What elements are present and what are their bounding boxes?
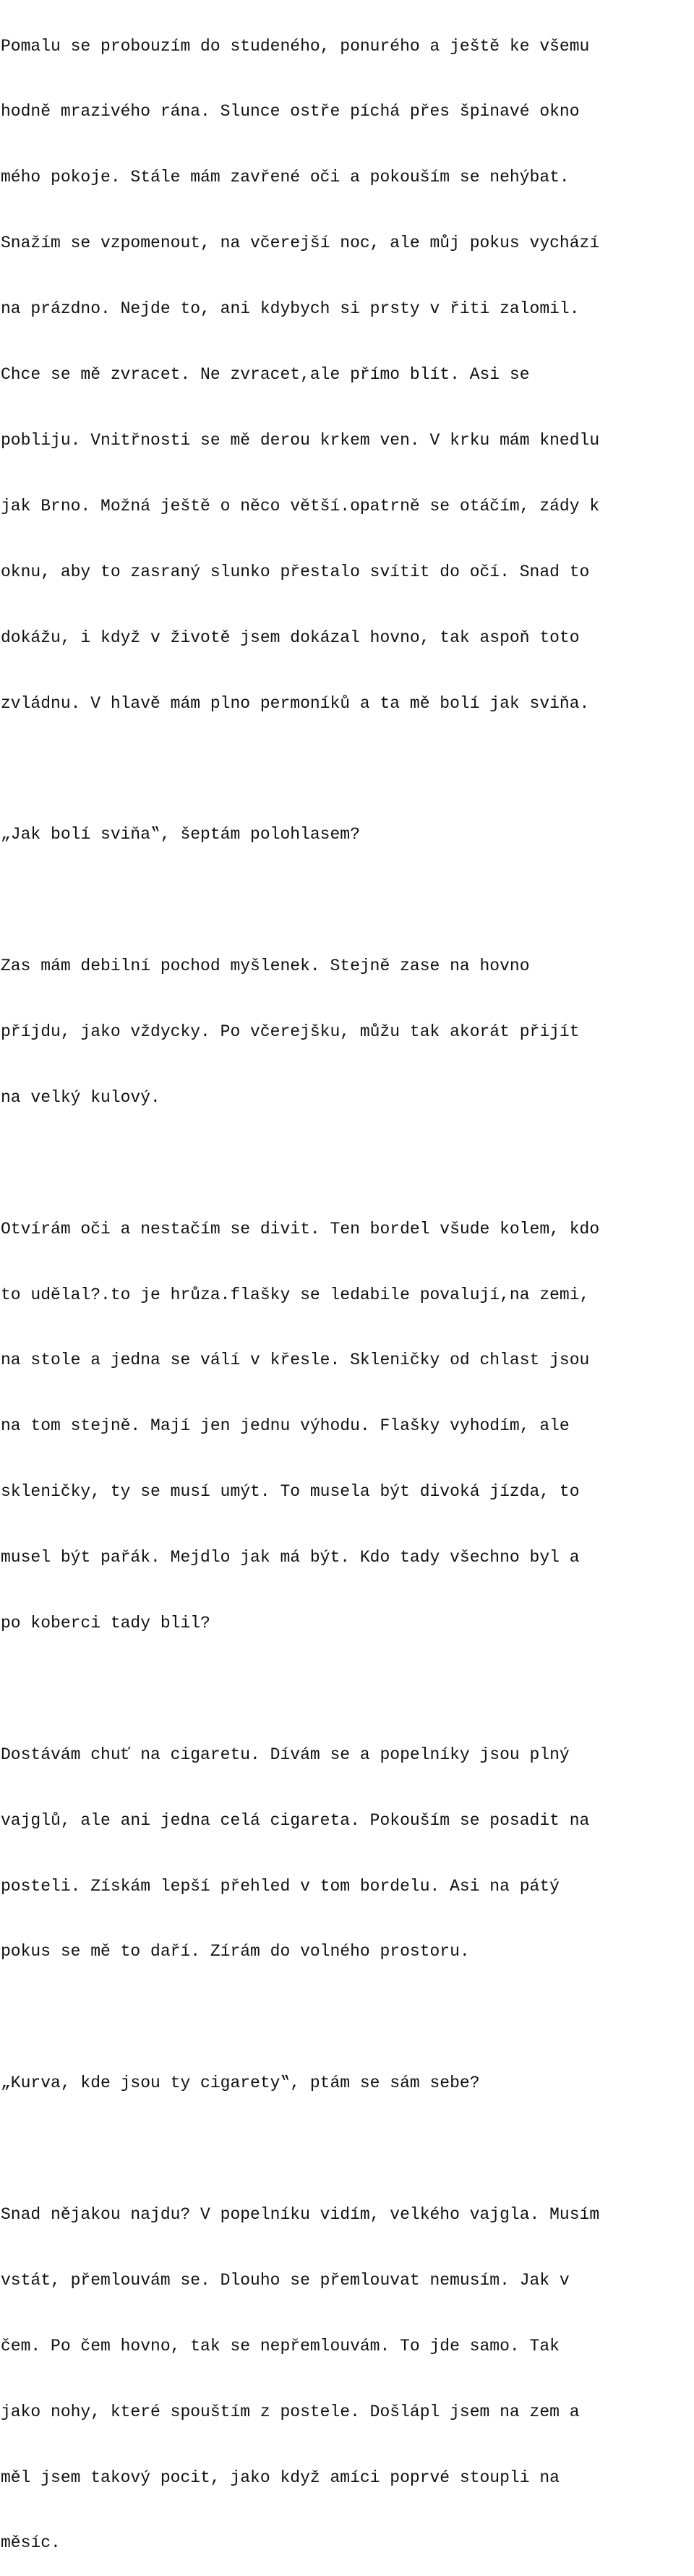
text-line: měl jsem takový pocit, jako když amíci poprvé stoupli na [1, 2468, 560, 2487]
text-line: jako nohy, které spouštím z postele. Došlápl jsem na zem a [1, 2402, 580, 2421]
text-line: Chce se mě zvracet. Ne zvracet,ale přímo blít. Asi se [1, 365, 530, 385]
dialogue-line: „Kurva, kde jsou ty cigarety‟, ptám se sám sebe? [1, 2074, 480, 2093]
text-line: jak Brno. Možná ještě o něco větší.opatrně se otáčím, zády k [1, 496, 600, 515]
text-line: posteli. Získám lepší přehled v tom bordelu. Asi na pátý [1, 1876, 560, 1896]
text-line: Zas mám debilní pochod myšlenek. Stejně zase na hovno [1, 957, 530, 976]
text-line: musel být pařák. Mejdlo jak má být. Kdo tady všechno byl a [1, 1548, 580, 1567]
text-line: čem. Po čem hovno, tak se nepřemlouvám. To jde samo. Tak [1, 2336, 560, 2355]
blank-line [1, 889, 693, 911]
text-line: Snažím se vzpomenout, na včerejší noc, ale můj pokus vychází [1, 234, 600, 253]
text-line: na tom stejně. Mají jen jednu výhodu. Flašky vyhodím, ale [1, 1416, 570, 1436]
text-line: oknu, aby to zasraný slunko přestalo svítit do očí. Snad to [1, 562, 590, 581]
text-line: na stole a jedna se válí v křesle. Skleničky od chlast jsou [1, 1351, 590, 1370]
text-line: příjdu, jako vždycky. Po včerejšku, můžu tak akorát přijít [1, 1022, 580, 1041]
dialogue-line: „Jak bolí sviňa‟, šeptám polohlasem? [1, 825, 360, 844]
text-line: Pomalu se probouzím do studeného, ponurého a ještě ke všemu [1, 36, 590, 56]
text-line: na prázdno. Nejde to, ani kdybych si prsty v řiti zalomil. [1, 299, 580, 319]
blank-line [1, 758, 693, 779]
text-line: Dostávám chuť na cigaretu. Dívám se a popelníky jsou plný [1, 1745, 570, 1764]
text-line: hodně mrazivého rána. Slunce ostře píchá přes špinavé okno [1, 102, 580, 121]
text-line: Otvírám oči a nestačím se divit. Ten bordel všude kolem, kdo [1, 1219, 600, 1238]
text-line: vstát, přemlouvám se. Dlouho se přemlouvat nemusím. Jak v [1, 2270, 570, 2290]
text-line: dokážu, i když v životě jsem dokázal hovno, tak aspoň toto [1, 628, 580, 647]
text-line: vajglů, ale ani jedna celá cigareta. Pokouším se posadit na [1, 1810, 590, 1830]
text-line: na velký kulový. [1, 1087, 160, 1107]
text-line: zvládnu. V hlavě mám plno permoníků a ta mě bolí jak sviňa. [1, 693, 590, 713]
text-line: Snad nějakou najdu? V popelníku vidím, velkého vajgla. Musím [1, 2204, 600, 2224]
text-line: skleničky, ty se musí umýt. To musela být divoká jízda, to [1, 1482, 580, 1502]
blank-line [1, 1152, 693, 1174]
blank-line [1, 1678, 693, 1700]
text-line: pokus se mě to daří. Zírám do volného prostoru. [1, 1942, 470, 1961]
document-page [1, 0, 693, 2576]
text-line: po koberci tady blil? [1, 1613, 210, 1633]
text-line: měsíc. [1, 2533, 61, 2553]
blank-line [1, 2138, 693, 2160]
text-line: pobliju. Vnitřnosti se mě derou krkem ven. V krku mám knedlu [1, 430, 600, 450]
text-line: to udělal?.to je hrůza.flašky se ledabile povalují,na zemi, [1, 1285, 590, 1304]
text-line: mého pokoje. Stále mám zavřené oči a pokouším se nehýbat. [1, 168, 570, 187]
blank-line [1, 2006, 693, 2028]
